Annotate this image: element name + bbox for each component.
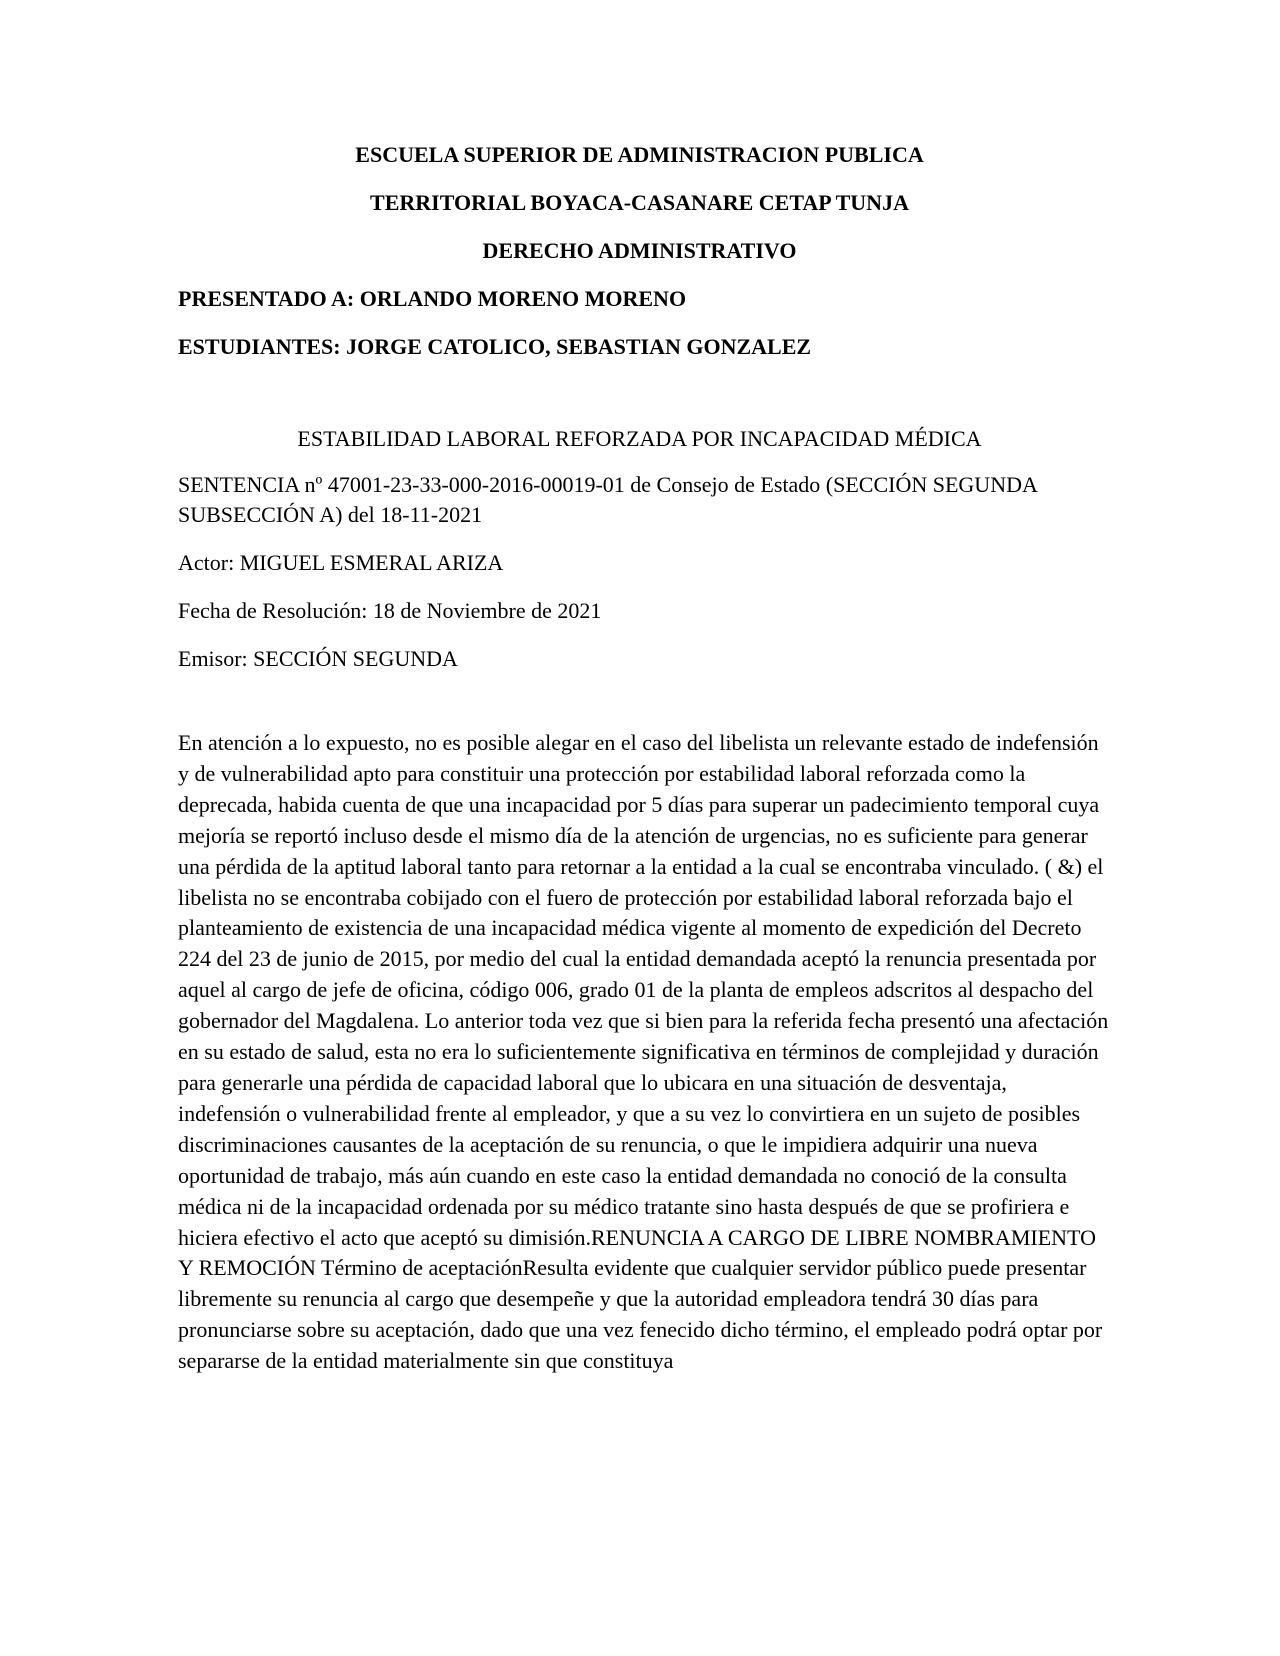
document-title: ESTABILIDAD LABORAL REFORZADA POR INCAPACIDAD MÉDICA <box>297 426 982 451</box>
students-line: ESTUDIANTES: JORGE CATOLICO, SEBASTIAN GONZALEZ <box>178 334 812 359</box>
presented-to-line: PRESENTADO A: ORLANDO MORENO MORENO <box>178 286 687 311</box>
territorial-heading: TERRITORIAL BOYACA-CASANARE CETAP TUNJA <box>370 190 909 215</box>
institution-heading: ESCUELA SUPERIOR DE ADMINISTRACION PUBLICA <box>355 142 924 167</box>
course-heading: DERECHO ADMINISTRATIVO <box>482 238 797 263</box>
fecha-line: Fecha de Resolución: 18 de Noviembre de 2021 <box>178 598 602 623</box>
emisor-line: Emisor: SECCIÓN SEGUNDA <box>178 646 458 671</box>
body-paragraph: En atención a lo expuesto, no es posible alegar en el caso del libelista un relevante estado de indefensión y de vulnerabilidad apto para constituir una protección por estabilidad laboral reforzada como la deprecada, habida cuenta de que una incapacidad por 5 días para superar un padecimiento temporal cuya mejoría se reportó incluso desde el mismo día de la atención de urgencias, no es suficiente para generar una pérdida de la aptitud laboral tanto para retornar a la entidad a la cual se encontraba vinculado. ( &) el libelista no se encontraba cobijado con el fuero de protección por estabilidad laboral reforzada bajo el planteamiento de existencia de una incapacidad médica vigente al momento de expedición del Decreto 224 del 23 de junio de 2015, por medio del cual la entidad demandada aceptó la renuncia presentada por aquel al cargo de jefe de oficina, código 006, grado 01 de la planta de empleos adscritos al despacho del gobernador del Magdalena. Lo anterior toda vez que si bien para la referida fecha presentó una afectación en su estado de salud, esta no era lo suficientemente significativa en términos de complejidad y duración para generarle una pérdida de capacidad laboral que lo ubicara en una situación de desventaja, indefensión o vulnerabilidad frente al empleador, y que a su vez lo convirtiera en un sujeto de posibles discriminaciones causantes de la aceptación de su renuncia, o que le impidiera adquirir una nueva oportunidad de trabajo, más aún cuando en este caso la entidad demandada no conoció de la consulta médica ni de la incapacidad ordenada por su médico tratante sino hasta después de que se profiriera e hiciera efectivo el acto que aceptó su dimisión.RENUNCIA A CARGO DE LIBRE NOMBRAMIENTO Y REMOCIÓN Término de aceptaciónResulta evidente que cualquier servidor público puede presentar libremente su renuncia al cargo que desempeñe y que la autoridad empleadora tendrá 30 días para pronunciarse sobre su aceptación, dado que una vez fenecido dicho término, el empleado podrá optar por separarse de la entidad materialmente sin que constituya <box>178 730 1109 1374</box>
document-page <box>178 140 1112 1377</box>
actor-line: Actor: MIGUEL ESMERAL ARIZA <box>178 550 504 575</box>
sentencia-line: SENTENCIA nº 47001-23-33-000-2016-00019-01 de Consejo de Estado (SECCIÓN SEGUNDA SUBSECCIÓN A) del 18-11-2021 <box>178 472 1037 527</box>
